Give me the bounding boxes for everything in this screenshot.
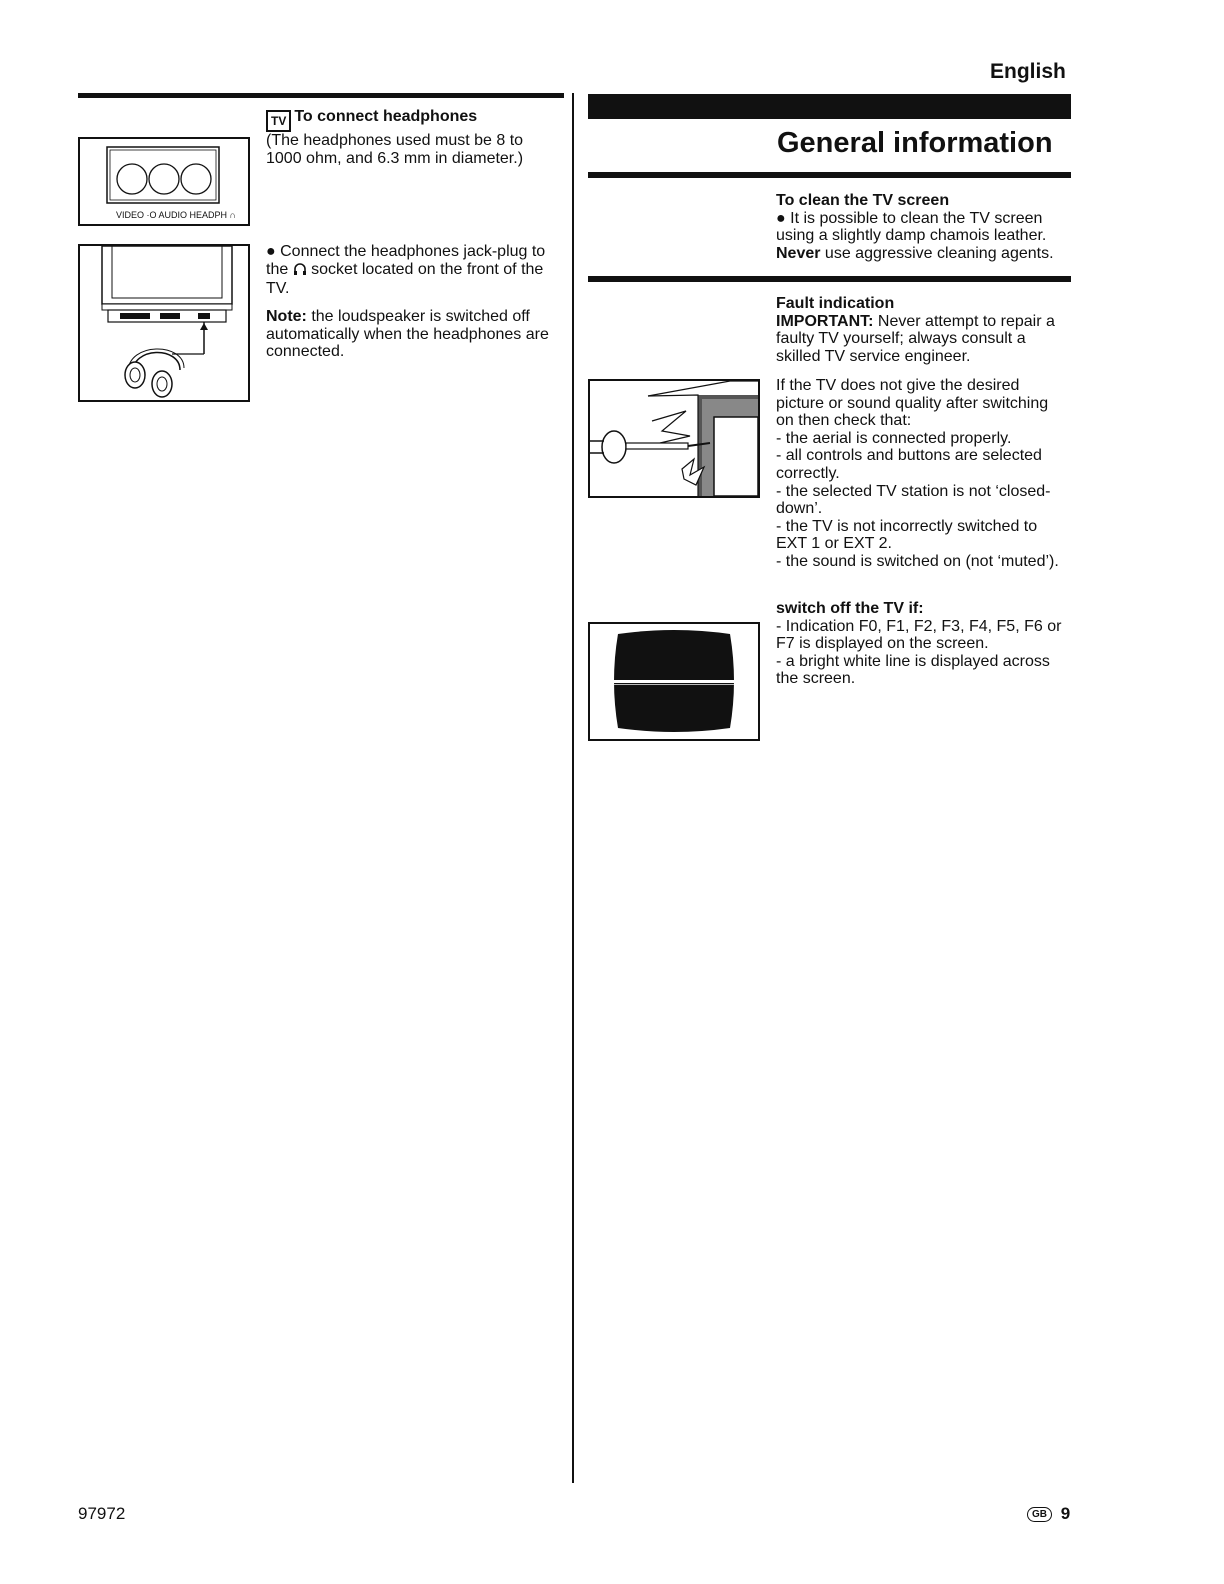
page-footer-right — [1027, 1504, 1070, 1524]
right-title-bar — [588, 94, 1071, 119]
tv-badge-icon: TV — [266, 110, 291, 132]
note-text: the loudspeaker is switched off automatically when the headphones are connected. — [266, 308, 549, 361]
fault-title: Fault indication — [776, 295, 895, 312]
check-intro: If the TV does not give the desired picture or sound quality after switching on then check that: — [776, 377, 1049, 430]
clean-bullet-icon: ● — [776, 209, 786, 227]
screen-white-line-illustration — [590, 624, 758, 739]
left-top-rule — [78, 93, 564, 98]
connect-text-pre: Connect the headphones jack-plug to the — [266, 243, 546, 278]
check-item: - the selected TV station is not ‘closed-down’. — [776, 482, 1051, 518]
page-number: 9 — [1060, 1504, 1071, 1523]
section-title: General information — [777, 127, 1053, 159]
checklist-section — [776, 377, 1068, 571]
connector-panel-figure — [78, 137, 250, 226]
headphones-spec: (The headphones used must be 8 to 1000 ohm, and 6.3 mm in diameter.) — [266, 132, 524, 167]
no-repair-figure — [588, 379, 760, 498]
clean-divider — [588, 276, 1071, 282]
check-item: - all controls and buttons are selected correctly. — [776, 447, 1042, 482]
check-item: - the sound is switched on (not ‘muted’). — [776, 552, 1059, 570]
fault-section — [776, 295, 1068, 365]
panel-label: VIDEO ·O AUDIO HEADPH ∩ — [116, 210, 236, 220]
never-label: Never — [776, 244, 821, 262]
never-text: use aggressive cleaning agents. — [820, 244, 1054, 262]
screwdriver-illustration — [590, 381, 758, 496]
note-paragraph — [266, 308, 558, 361]
column-divider — [572, 93, 574, 1483]
important-label: IMPORTANT: — [776, 312, 874, 330]
tv-headphones-figure — [78, 244, 250, 402]
clean-title: To clean the TV screen — [776, 192, 950, 209]
clean-section — [776, 192, 1068, 262]
language-label: English — [990, 60, 1066, 83]
switch-off-section — [776, 600, 1068, 688]
document-number: 97972 — [78, 1504, 126, 1523]
connect-text-post: socket located on the front of the TV. — [266, 260, 544, 298]
headphones-section — [266, 108, 556, 167]
gb-badge-icon: GB — [1027, 1507, 1052, 1522]
important-text: Never attempt to repair a faulty TV yourself; always consult a skilled TV service engineer. — [776, 312, 1055, 365]
check-item: - the aerial is connected properly. — [776, 429, 1012, 447]
headphones-illustration — [80, 246, 248, 400]
connect-instruction — [266, 243, 558, 298]
note-label: Note: — [266, 308, 307, 325]
switch-off-title: switch off the TV if: — [776, 600, 924, 617]
white-line-figure — [588, 622, 760, 741]
headphone-socket-icon — [293, 262, 307, 281]
bullet-icon: ● — [266, 243, 276, 260]
title-underline — [588, 172, 1071, 178]
switch-off-item: - Indication F0, F1, F2, F3, F4, F5, F6 or F7 is displayed on the screen. — [776, 617, 1062, 653]
switch-off-item: - a bright white line is displayed across the screen. — [776, 652, 1050, 688]
clean-text: It is possible to clean the TV screen using a slightly damp chamois leather. — [776, 209, 1047, 245]
check-item: - the TV is not incorrectly switched to EXT 1 or EXT 2. — [776, 517, 1038, 553]
headphones-title: To connect headphones — [294, 108, 478, 125]
